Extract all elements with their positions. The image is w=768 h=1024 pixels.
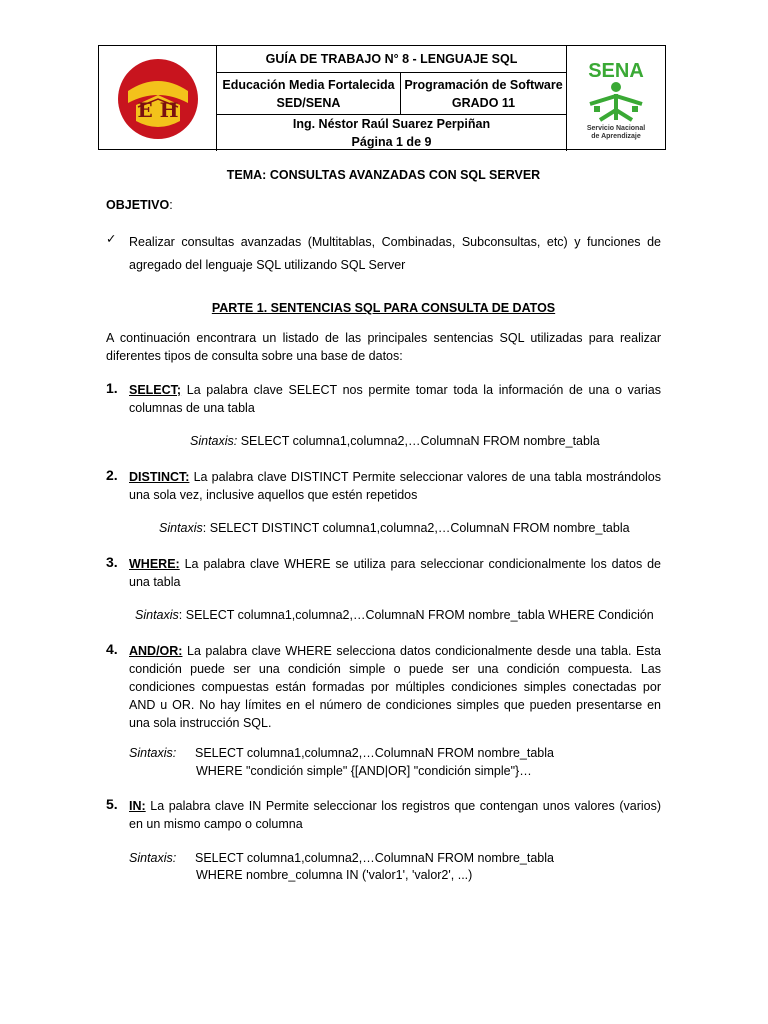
item-number: 5. (106, 796, 118, 812)
objective-text: Realizar consultas avanzadas (Multitablas, Combinadas, Subconsultas, etc) y funciones de agregado del lenguaje SQL utilizando SQL Server (129, 235, 661, 272)
keyword: SELECT; (129, 383, 182, 397)
program-cell: Educación Media Fortalecida SED/SENA (217, 73, 401, 115)
topic-heading: TEMA: CONSULTAS AVANZADAS CON SQL SERVER (226, 168, 541, 182)
syntax-and-or-line2: WHERE "condición simple" {[AND|OR] "condición simple"}… (196, 764, 532, 778)
header-table (98, 45, 666, 150)
list-item-distinct: DISTINCT: La palabra clave DISTINCT Permite seleccionar valores de una tabla mostrándolos una sola vez, inclusive aquellos que estén repetidos (129, 470, 661, 502)
author-name: Ing. Néstor Raúl Suarez Perpiñan (292, 117, 491, 131)
school-shield-icon (116, 57, 200, 141)
page-number: Página 1 de 9 (351, 135, 432, 149)
list-item-and-or: AND/OR: La palabra clave WHERE selecciona datos condicionalmente desde una tabla. Esta condición puede ser una condición simple o puede ser una condición compuesta. Las condiciones compuestas están formadas por múltiples condiciones simples conectadas por AND u OR. No hay límites en el número de condiciones simples que pueden presentarse en una sola instrucción SQL. (129, 644, 661, 730)
syntax-label: Sintaxis: (129, 746, 177, 760)
guide-title: GUÍA DE TRABAJO N° 8 - LENGUAJE SQL (217, 46, 567, 73)
list-item-in: IN: La palabra clave IN Permite seleccionar los registros que contengan unos valores (varios) en un mismo campo o columna (129, 799, 661, 831)
list-item-select: SELECT; La palabra clave SELECT nos permite tomar toda la información de una o varias columnas de una tabla (129, 383, 661, 415)
author-page-cell (217, 115, 567, 151)
syntax-and-or: SELECT columna1,columna2,…ColumnaN FROM nombre_tabla (195, 746, 554, 760)
keyword: AND/OR: (129, 644, 183, 658)
school-logo (99, 46, 217, 151)
sena-logo (567, 46, 665, 151)
item-number: 4. (106, 641, 118, 657)
syntax-distinct: Sintaxis: SELECT DISTINCT columna1,columna2,…ColumnaN FROM nombre_tabla (159, 521, 630, 535)
syntax-label: Sintaxis: (129, 851, 177, 865)
svg-text:SENA: SENA (588, 59, 644, 82)
svg-text:de Aprendizaje: de Aprendizaje (591, 132, 641, 140)
course-cell: Programación de Software GRADO 11 (401, 73, 567, 115)
list-item-where: WHERE: La palabra clave WHERE se utiliza para seleccionar condicionalmente los datos de una tabla (129, 557, 661, 589)
sena-logo-icon (576, 58, 656, 140)
item-number: 2. (106, 467, 118, 483)
keyword: WHERE: (129, 557, 180, 571)
keyword: IN: (129, 799, 146, 813)
syntax-where: Sintaxis: SELECT columna1,columna2,…ColumnaN FROM nombre_tabla WHERE Condición (135, 608, 654, 622)
syntax-in: SELECT columna1,columna2,…ColumnaN FROM nombre_tabla (195, 851, 554, 865)
item-number: 3. (106, 554, 118, 570)
part1-heading: PARTE 1. SENTENCIAS SQL PARA CONSULTA DE DATOS (211, 301, 556, 315)
check-icon: ✓ (106, 232, 117, 246)
item-number: 1. (106, 380, 118, 396)
syntax-select: Sintaxis: SELECT columna1,columna2,…ColumnaN FROM nombre_tabla (190, 434, 600, 448)
objective-label: OBJETIVO: (106, 198, 173, 212)
intro-paragraph: A continuación encontrara un listado de las principales sentencias SQL utilizadas para realizar diferentes tipos de consulta sobre una base de datos: (106, 331, 661, 363)
syntax-in-line2: WHERE nombre_columna IN ('valor1', 'valor2', ...) (196, 868, 473, 882)
svg-text:Servicio Nacional: Servicio Nacional (586, 124, 646, 132)
svg-text:E H: E H (136, 97, 179, 122)
keyword: DISTINCT: (129, 470, 190, 484)
